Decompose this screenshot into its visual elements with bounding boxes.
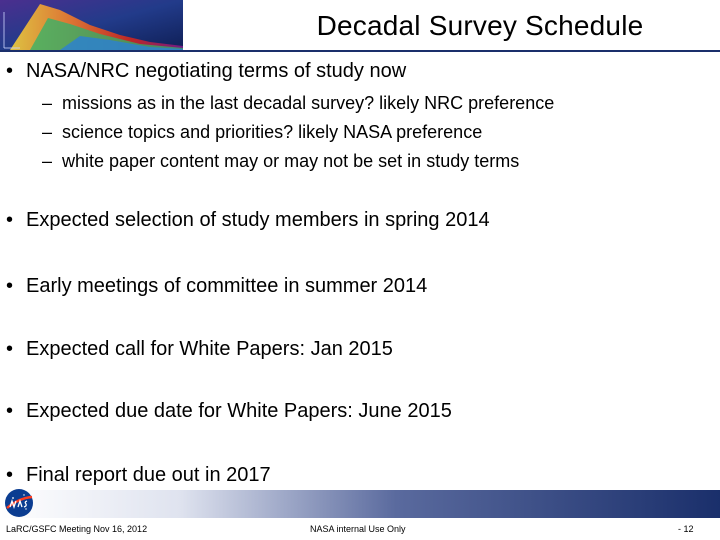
- bullet-text: Expected due date for White Papers: June 2015: [26, 400, 452, 422]
- bullet-item: [6, 60, 406, 83]
- bullet-dot: •: [6, 464, 14, 486]
- slide-title: Decadal Survey Schedule: [316, 10, 644, 41]
- sub-bullet-item: [42, 122, 482, 143]
- bullet-dot: •: [6, 60, 14, 82]
- bullet-item: [6, 338, 393, 361]
- sub-bullet-dash: –: [42, 93, 53, 113]
- science-plot-graphic: [0, 0, 183, 50]
- bullet-item: [6, 275, 427, 298]
- footer-meeting-label: LaRC/GSFC Meeting Nov 16, 2012: [6, 524, 148, 534]
- sub-bullet-dash: –: [42, 122, 53, 142]
- sub-bullet-item: [42, 151, 519, 172]
- nasa-logo-icon: [4, 488, 34, 518]
- bullet-text: Early meetings of committee in summer 2014: [26, 275, 428, 297]
- bullet-dot: •: [6, 209, 14, 231]
- sub-bullet-dash: –: [42, 151, 53, 171]
- bullet-text: Expected call for White Papers: Jan 2015: [26, 338, 393, 360]
- bullet-item: [6, 464, 271, 487]
- sub-bullet-text: missions as in the last decadal survey? likely NRC preference: [62, 93, 555, 113]
- header-banner-image: [0, 0, 183, 50]
- sub-bullet-text: white paper content may or may not be set in study terms: [62, 151, 520, 171]
- page-number: - 12: [678, 524, 694, 534]
- bullet-item: [6, 209, 490, 232]
- footer-bar: [0, 490, 720, 518]
- bullet-dot: •: [6, 275, 14, 297]
- sub-bullet-text: science topics and priorities? likely NASA preference: [62, 122, 483, 142]
- bullet-dot: •: [6, 338, 14, 360]
- bullet-dot: •: [6, 400, 14, 422]
- bullet-item: [6, 400, 452, 423]
- sub-bullet-item: [42, 93, 554, 114]
- header-divider: [0, 50, 720, 52]
- footer-classification-label: NASA internal Use Only: [310, 524, 406, 534]
- bullet-text: NASA/NRC negotiating terms of study now: [26, 60, 407, 82]
- bullet-text: Expected selection of study members in spring 2014: [26, 209, 490, 231]
- bullet-text: Final report due out in 2017: [26, 464, 271, 486]
